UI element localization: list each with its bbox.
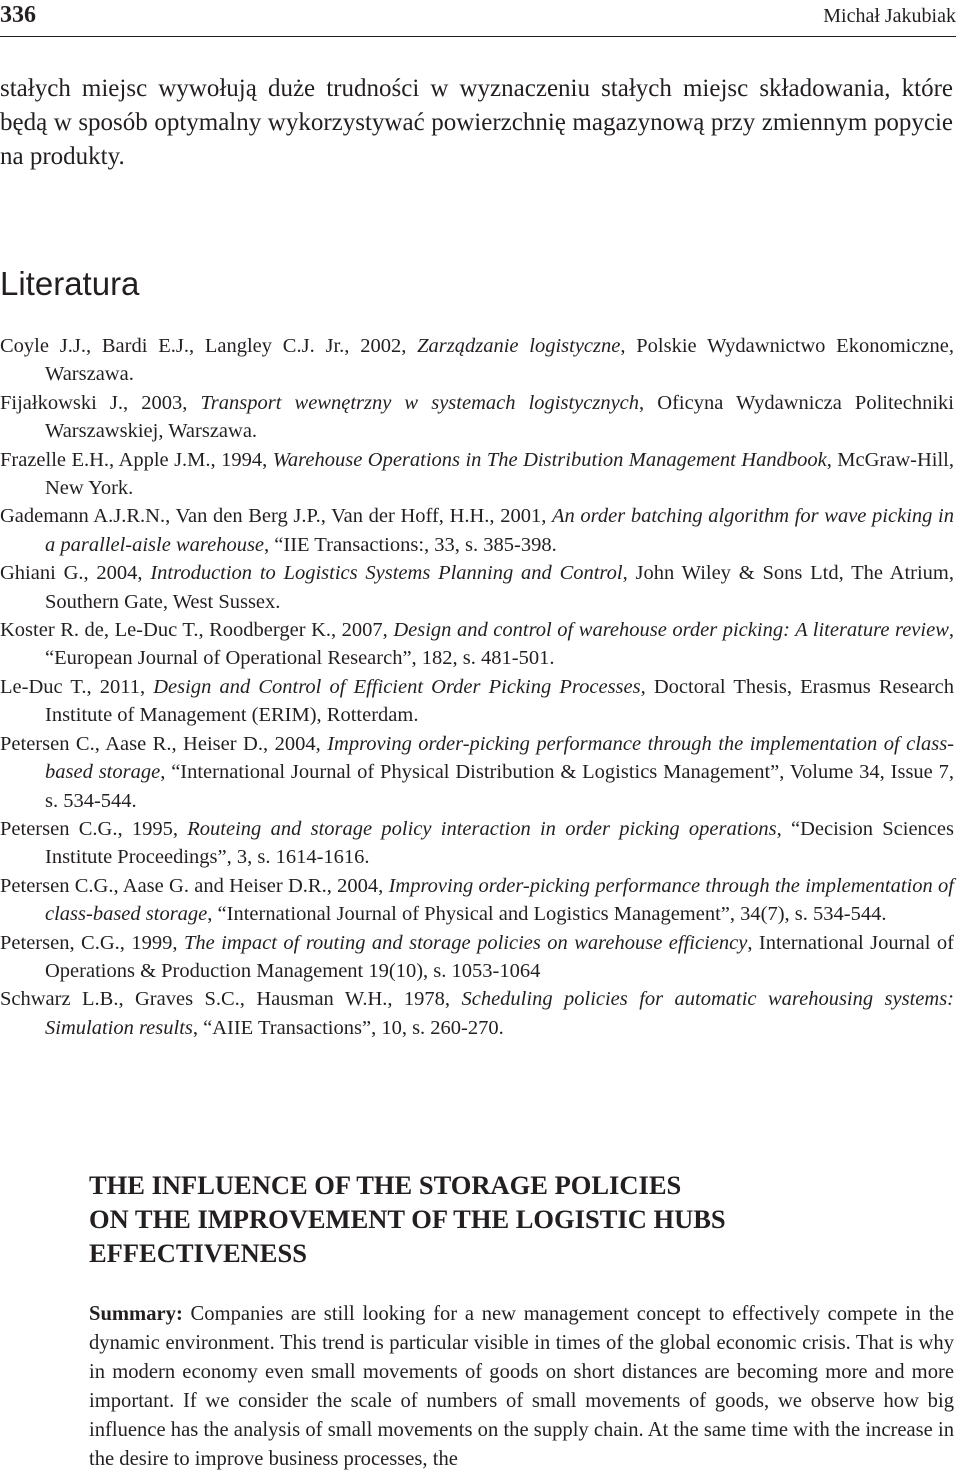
intro-paragraph: stałych miejsc wywołują duże trudności w wyznaczeniu stałych miejsc składowania, które będą w sposób optymalny wykorzystywać powierzchnię magazynową przy zmiennym popycie na produkty. — [0, 75, 953, 170]
reference-item — [0, 929, 954, 986]
reference-publication: , International Journal of Operations & Production Management 19(10), s. 1053-1064 — [45, 931, 954, 982]
running-head-author: Michał Jakubiak — [823, 5, 956, 27]
reference-authors-year: Schwarz L.B., Graves S.C., Hausman W.H., 1978, — [0, 988, 462, 1011]
reference-authors-year: Koster R. de, Le-Duc T., Roodberger K., 2007, — [0, 619, 394, 642]
reference-title: Improving order-picking performance through the implementation of class-based storage — [45, 874, 954, 926]
reference-title: Design and Control of Efficient Order Picking Processes, — [153, 675, 646, 698]
reference-item — [0, 332, 954, 389]
reference-item — [0, 502, 954, 559]
reference-publication: , Oficyna Wydawnicza Politechniki Warszawskiej, Warszawa. — [45, 391, 954, 443]
reference-title: An order batching algorithm for wave picking in a parallel-aisle warehouse — [45, 505, 954, 556]
reference-publication: , “International Journal of Physical and Logistics Management”, 34(7), s. 534-544. — [207, 903, 887, 926]
reference-publication: , “European Journal of Operational Research”, 182, s. 481-501. — [45, 619, 954, 670]
header-rule — [0, 36, 956, 37]
reference-publication: , “International Journal of Physical Distribution & Logistics Management”, Volume 34, Issue 7, s. 534-544. — [45, 761, 955, 812]
reference-publication: , Polskie Wydawnictwo Ekonomiczne, Warszawa. — [45, 335, 955, 386]
english-title-line: EFFECTIVENESS — [89, 1238, 307, 1268]
reference-title: Design and control of warehouse order picking: A literature review — [393, 619, 949, 642]
reference-item — [0, 446, 954, 503]
reference-item — [0, 559, 954, 616]
reference-authors-year: Petersen, C.G., 1999, — [0, 931, 184, 954]
reference-title: The impact of routing and storage policies on warehouse efficiency — [183, 931, 748, 954]
reference-item — [0, 872, 954, 929]
reference-authors-year: Gademann A.J.R.N., Van den Berg J.P., Van der Hoff, H.H., 2001, — [0, 505, 552, 528]
reference-authors-year: Le-Duc T., 2011, — [0, 675, 154, 698]
summary-text: Companies are still looking for a new management concept to effectively compete in the dynamic environment. This trend is particular visible in times of the global economic crisis. That is why in modern economy even small movements of goods on short distances are becoming more and more important. If we consider the scale of numbers of small movements of goods, we observe how big influence has the analysis of small movements on the supply chain. At the same time with the increase in the desire to improve business processes, the — [89, 1303, 954, 1470]
reference-authors-year: Frazelle E.H., Apple J.M., 1994, — [0, 448, 273, 471]
reference-item — [0, 985, 954, 1042]
english-title-line: ON THE IMPROVEMENT OF THE LOGISTIC HUBS — [89, 1204, 726, 1234]
reference-authors-year: Ghiani G., 2004, — [0, 562, 151, 585]
reference-authors-year: Petersen C.G., 1995, — [0, 817, 188, 840]
summary-label: Summary: — [89, 1303, 183, 1325]
reference-publication: , “Decision Sciences Institute Proceedings”, 3, s. 1614-1616. — [45, 817, 954, 869]
reference-title: Scheduling policies for automatic warehousing systems: Simulation results — [45, 988, 955, 1039]
page-number: 336 — [0, 2, 36, 28]
summary-paragraph — [89, 1300, 954, 1474]
reference-item — [0, 616, 954, 673]
reference-authors-year: Petersen C.G., Aase G. and Heiser D.R., 2004, — [0, 874, 389, 897]
reference-authors-year: Fijałkowski J., 2003, — [0, 391, 201, 414]
reference-item — [0, 673, 954, 730]
reference-title: Routeing and storage policy interaction in order picking operations — [187, 817, 777, 840]
reference-item — [0, 730, 954, 815]
reference-title: Improving order-picking performance through the implementation of class-based storage — [45, 732, 954, 784]
reference-list — [0, 332, 954, 1042]
page-header — [0, 0, 956, 36]
reference-item — [0, 815, 954, 872]
reference-title: Zarządzanie logistyczne — [417, 335, 621, 357]
reference-publication: , “IIE Transactions:, 33, s. 385-398. — [264, 533, 557, 556]
reference-publication: Doctoral Thesis, Erasmus Research Institute of Management (ERIM), Rotterdam. — [45, 675, 954, 727]
reference-authors-year: Coyle J.J., Bardi E.J., Langley C.J. Jr., 2002, — [0, 335, 418, 357]
reference-publication: , “AIIE Transactions”, 10, s. 260-270. — [192, 1016, 504, 1039]
english-title — [89, 1168, 949, 1270]
english-title-line: THE INFLUENCE OF THE STORAGE POLICIES — [89, 1170, 682, 1200]
reference-title: Warehouse Operations in The Distribution Management Handbook — [272, 448, 827, 471]
reference-publication: , John Wiley & Sons Ltd, The Atrium, Southern Gate, West Sussex. — [45, 562, 954, 613]
reference-title: Introduction to Logistics Systems Planning and Control — [150, 562, 623, 585]
literature-heading: Literatura — [0, 265, 140, 302]
reference-authors-year: Petersen C., Aase R., Heiser D., 2004, — [0, 732, 328, 755]
reference-item — [0, 389, 954, 446]
reference-title: Transport wewnętrzny w systemach logistycznych — [200, 391, 640, 414]
reference-publication: , McGraw-Hill, New York. — [45, 448, 954, 500]
